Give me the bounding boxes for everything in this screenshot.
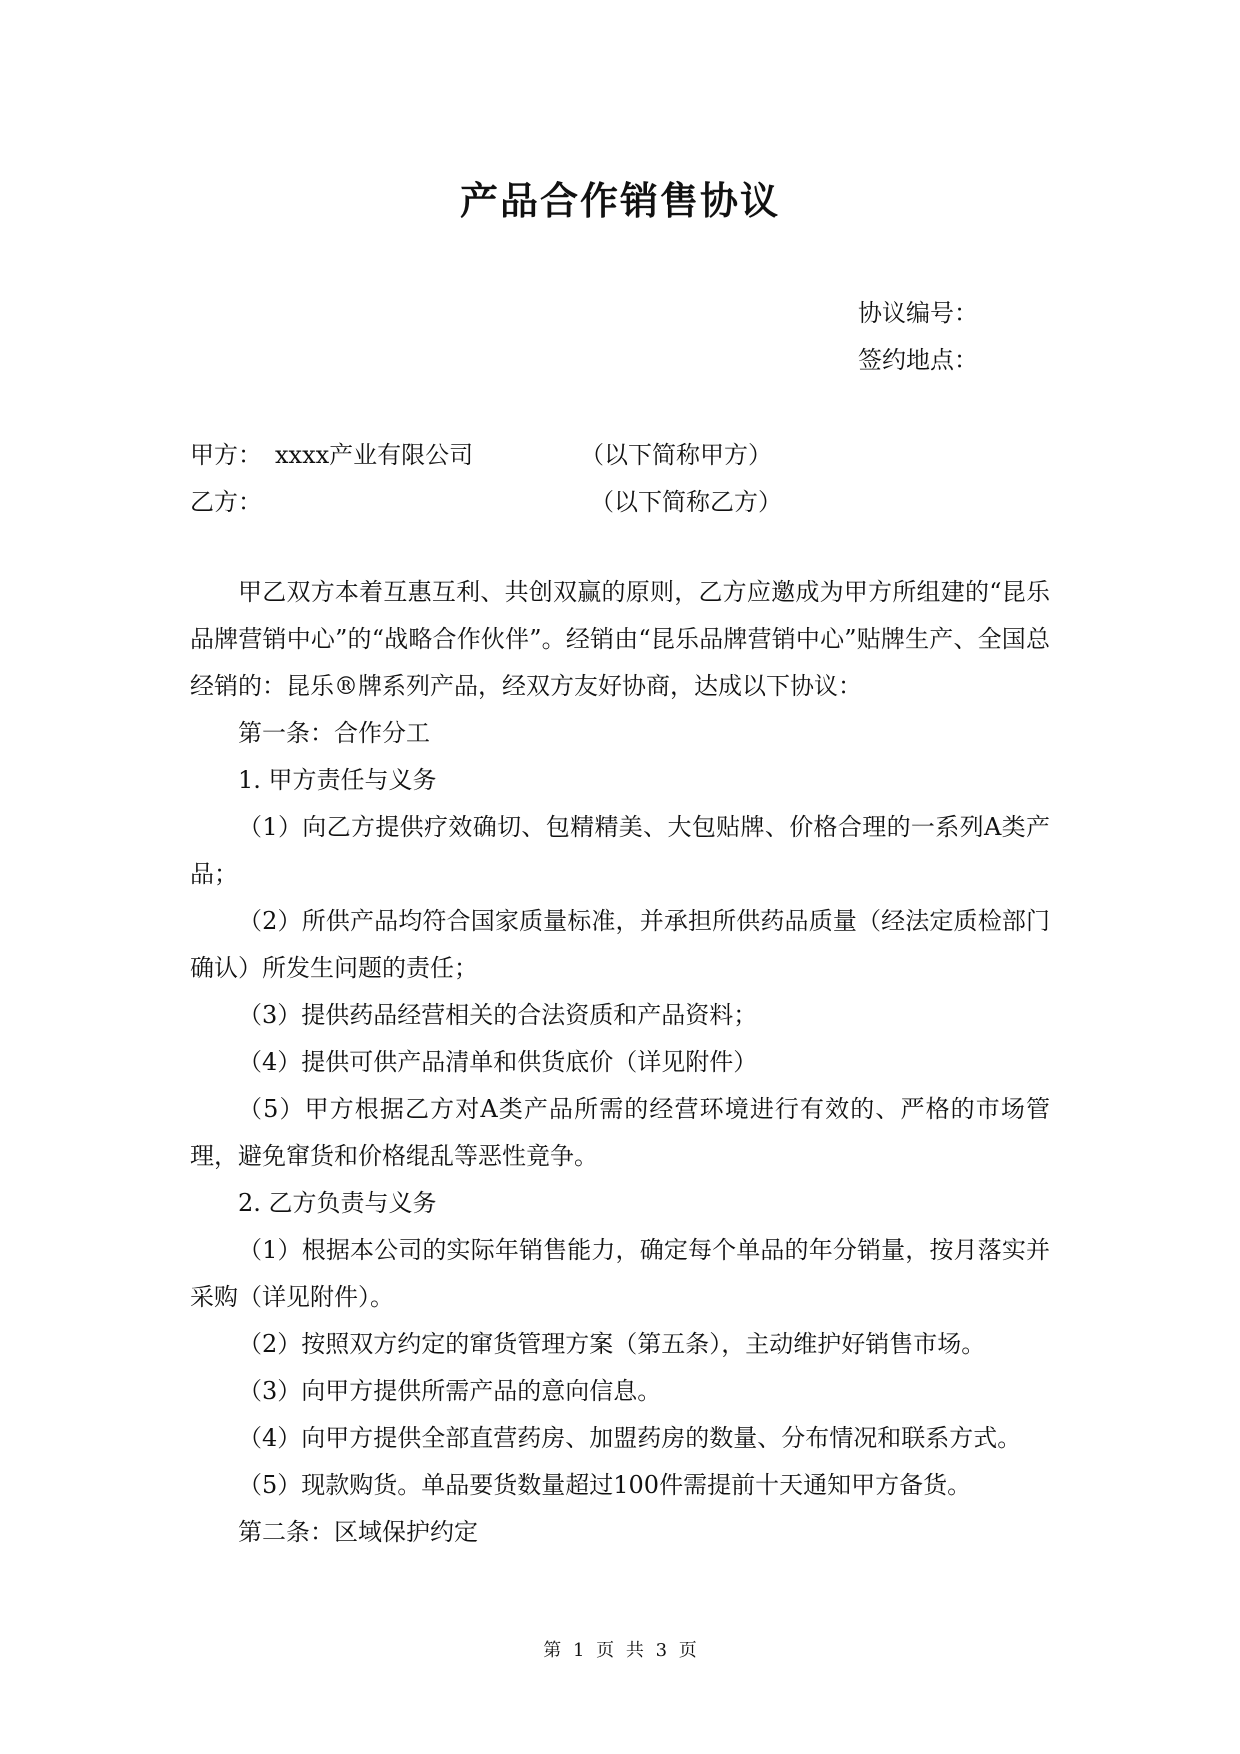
section-heading: 1. 甲方责任与义务 <box>238 766 437 794</box>
party-a-name: xxxx产业有限公司 <box>275 441 474 469</box>
clause-item: （3）提供药品经营相关的合法资质和产品资料； <box>238 1001 758 1029</box>
article-heading: 第一条：合作分工 <box>238 719 430 747</box>
document-title: 产品合作销售协议 <box>459 179 780 223</box>
clause-item: （3）向甲方提供所需产品的意向信息。 <box>238 1377 662 1405</box>
parties-block <box>190 432 1090 526</box>
party-a-row <box>190 432 1090 479</box>
clause-item: （4）向甲方提供全部直营药房、加盟药房的数量、分布情况和联系方式。 <box>238 1424 1022 1452</box>
section-heading: 2. 乙方负责与义务 <box>238 1189 437 1217</box>
agreement-body <box>190 569 1050 1556</box>
party-b-label: 乙方： <box>190 488 262 516</box>
clause-item: （5）甲方根据乙方对A类产品所需的经营环境进行有效的、严格的市场管理，避免窜货和价格绲乱等恶性竟争。 <box>190 1095 1050 1170</box>
party-a-note: （以下简称甲方） <box>580 441 772 469</box>
clause-item: （1）根据本公司的实际年销售能力，确定每个单品的年分销量，按月落实并采购（详见附件）。 <box>190 1236 1050 1311</box>
clause-item: （5）现款购货。单品要货数量超过100件需提前十天通知甲方备货。 <box>238 1471 972 1499</box>
clause-item: （2）按照双方约定的窜货管理方案（第五条），主动维护好销售市场。 <box>238 1330 986 1358</box>
preamble-paragraph: 甲乙双方本着互惠互利、共创双赢的原则，乙方应邀成为甲方所组建的“昆乐品牌营销中心”的“战略合作伙伴”。经销由“昆乐品牌营销中心”贴牌生产、全国总经销的：昆乐®牌系列产品，经双方友好协商，达成以下协议： <box>190 578 1050 700</box>
article-heading: 第二条：区域保护约定 <box>238 1518 478 1546</box>
agreement-meta <box>858 290 978 384</box>
clause-item: （4）提供可供产品清单和供货底价（详见附件） <box>238 1048 758 1076</box>
signing-place-label: 签约地点： <box>858 346 978 374</box>
party-b-note: （以下简称乙方） <box>590 488 782 516</box>
clause-item: （2）所供产品均符合国家质量标准，并承担所供药品质量（经法定质检部门确认）所发生问题的责任； <box>190 907 1050 982</box>
agreement-number-label: 协议编号： <box>858 299 978 327</box>
page-footer: 第 1 页 共 3 页 <box>543 1640 697 1661</box>
clause-item: （1）向乙方提供疗效确切、包精精美、大包贴牌、价格合理的一系列A类产品； <box>190 813 1050 888</box>
party-b-row <box>190 479 1090 526</box>
party-a-label: 甲方： <box>190 441 262 469</box>
